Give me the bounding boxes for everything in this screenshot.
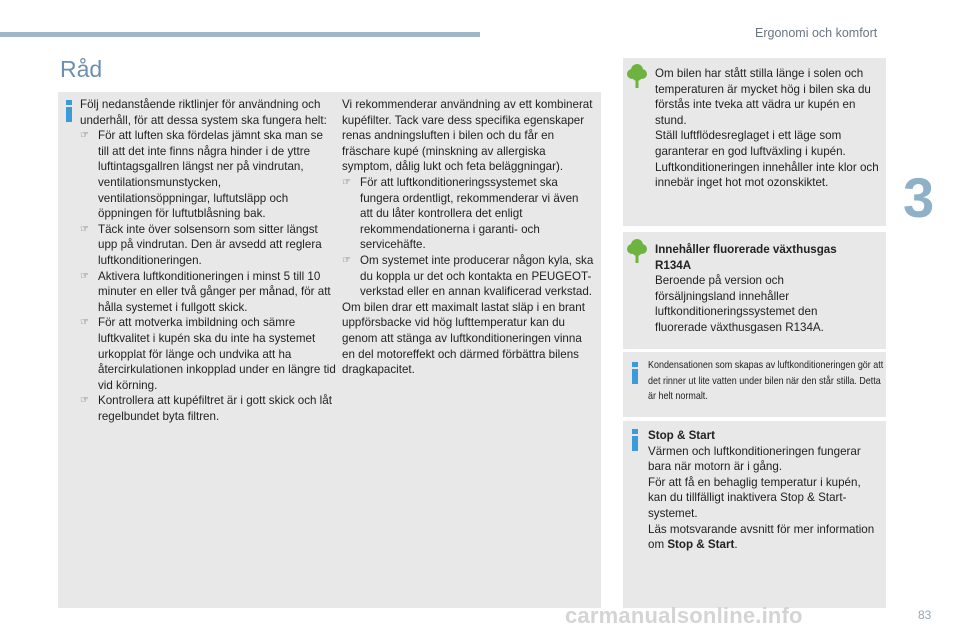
guidelines-column [80, 97, 336, 424]
watermark: carmanualsonline.info [565, 603, 803, 628]
list-item: ☞ Aktivera luftkonditioneringen i minst 5 till 10 minuter en eller två gånger per månad, för att hålla systemet i fullgott skick. [80, 269, 336, 316]
condensation-text: Kondensationen som skapas av luftkonditioneringen gör att det rinner ut lite vatten under bilen när den står stilla. Detta är helt normalt. [648, 360, 884, 402]
header-bar [0, 32, 480, 37]
stop-start-title: Stop & Start [648, 429, 715, 442]
towing-note: Om bilen drar ett maximalt lastat släp i en brant uppförsbacke vid hög lufttemperatur kan du genom att stänga av luftkonditioneringen vinna en del motoreffekt och därmed förbättra bilens dragkapacitet. [342, 300, 585, 377]
info-icon [66, 100, 72, 122]
list-item: ☞ Kontrollera att kupéfiltret är i gott skick och låt regelbundet byta filtren. [80, 393, 336, 424]
reference-link-text: Stop & Start [667, 538, 735, 552]
sun-tip-paragraph: Luftkonditioneringen innehåller inte klor och innebär inget hot mot ozonskiktet. [655, 160, 879, 190]
filter-intro: Vi rekommenderar användning av ett kombinerat kupéfilter. Tack vare dess specifika egenskaper renas andningsluften i bilen och du får en fräschare kupé (minskning av allergiska symptom, dålig lukt och feta beläggningar). [342, 98, 593, 174]
sun-tip-text [655, 66, 883, 191]
info-icon [632, 362, 638, 384]
stop-start-reference [648, 522, 880, 553]
chapter-number: 3 [903, 166, 935, 229]
list-item: ☞ För att luftkonditioneringssystemet ska fungera ordentligt, rekommenderar vi även att du låter kontrollera det enligt rekommendationerna i garanti- och servicehäfte. [342, 175, 594, 253]
stop-start-paragraph: För att få en behaglig temperatur i kupén, kan du tillfälligt inaktivera Stop & Start-systemet. [648, 475, 861, 520]
page-title: Råd [60, 56, 103, 82]
info-icon [632, 429, 638, 451]
page-number: 83 [918, 608, 932, 622]
r134a-title: Innehåller fluorerade växthusgas R134A [655, 243, 837, 272]
guidelines-intro: Följ nedanstående riktlinjer för användning och underhåll, för att dessa system ska fungera helt: [80, 98, 327, 127]
list-item: ☞ För att motverka imbildning och sämre luftkvalitet i kupén ska du inte ha systemet urkopplat för länge och undvika att ha återcirkulationen inkopplad under en längre tid vid körning. [80, 315, 336, 393]
chapter-title: Ergonomi och komfort [755, 26, 878, 40]
filter-column [342, 97, 594, 378]
reference-suffix: . [734, 538, 738, 552]
list-item: ☞ Om systemet inte producerar någon kyla, ska du koppla ur det och kontakta en PEUGEOT-verkstad eller en annan kvalificerad verkstad. [342, 253, 594, 300]
eco-leaf-icon [626, 62, 648, 88]
reference-text: Läs motsvarande avsnitt för mer information om [648, 522, 875, 552]
r134a-body: Beroende på version och försäljningsland innehåller luftkonditioneringssystemet den fluorerade växthusgasen R134A. [655, 274, 824, 334]
list-item: ☞ Täck inte över solsensorn som sitter längst upp på vindrutan. Den är avsedd att reglera luftkonditioneringen. [80, 222, 336, 269]
eco-leaf-icon [626, 237, 648, 263]
sun-tip-paragraph: Ställ luftflödesreglaget i ett läge som garanterar en god luftväxling i kupén. [655, 129, 846, 158]
r134a-text [655, 242, 865, 336]
stop-start-text [648, 428, 880, 553]
stop-start-paragraph: Värmen och luftkonditioneringen fungerar bara när motorn är i gång. [648, 444, 861, 474]
sun-tip-paragraph: Om bilen har stått stilla länge i solen och temperaturen är mycket hög i bilen ska du förstås inte tveka att vädra ur kupén en stund. [655, 67, 871, 127]
list-item: ☞ För att luften ska fördelas jämnt ska man se till att det inte finns några hinder i de yttre luftintagsgallren längst ner på vindrutan, ventilationsmunstycken, ventilationsöppningar, luftutsläpp och öppningen för luftutblåsning bak. [80, 128, 336, 222]
